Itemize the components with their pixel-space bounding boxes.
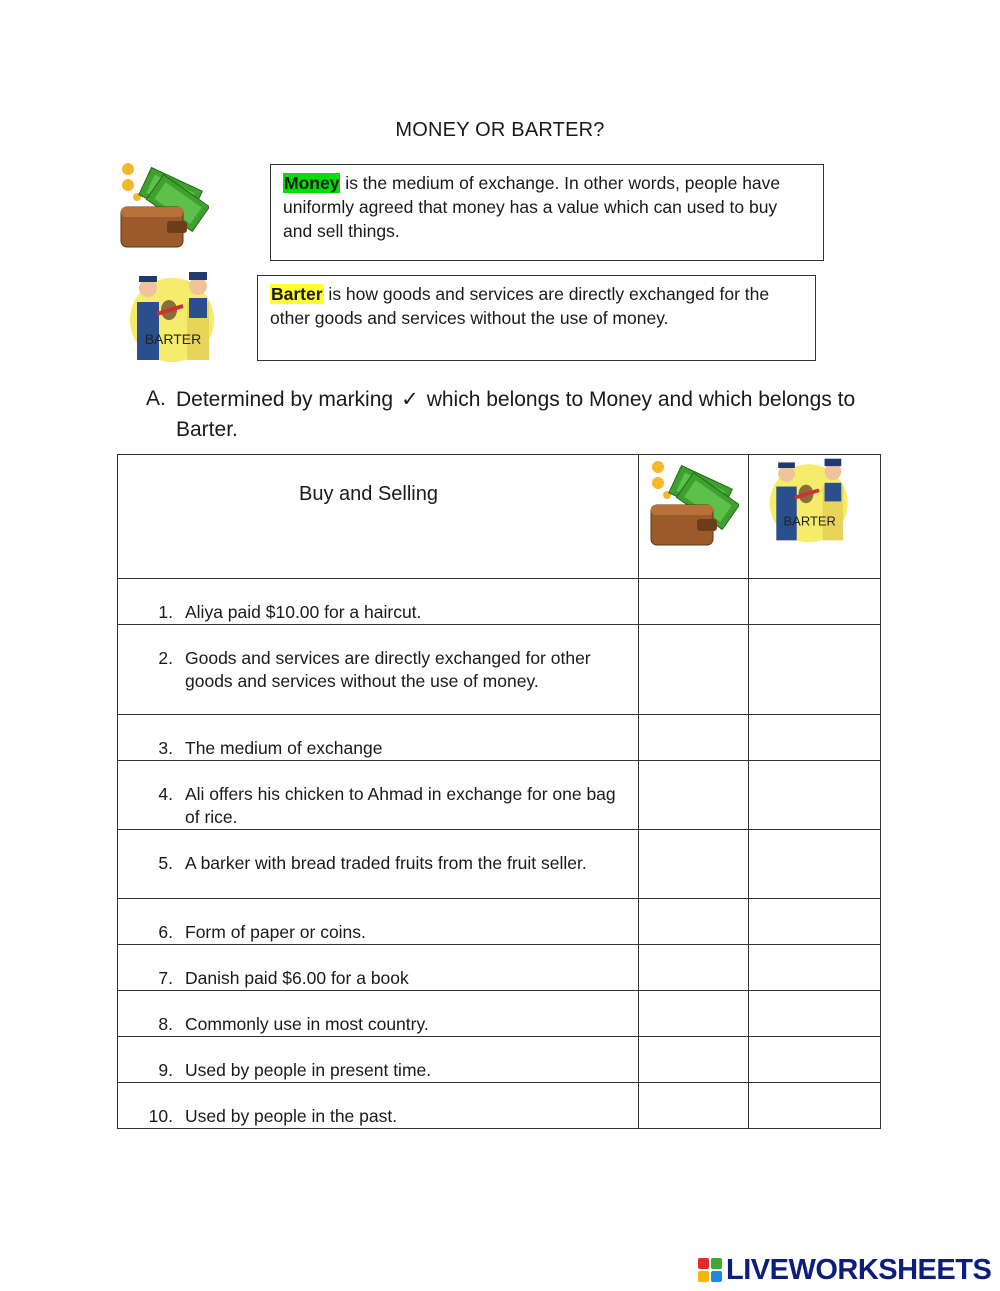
classification-table bbox=[117, 454, 881, 1129]
instruction-text bbox=[176, 384, 856, 445]
barter-answer-cell[interactable] bbox=[749, 1083, 881, 1129]
money-answer-cell[interactable] bbox=[639, 830, 749, 899]
barter-definition-text: is how goods and services are directly exchanged for the other goods and services without the use of money. bbox=[270, 284, 770, 328]
money-term: Money bbox=[284, 173, 340, 193]
checkmark-icon: ✓ bbox=[401, 387, 419, 411]
table-row bbox=[118, 625, 881, 715]
barter-image bbox=[117, 268, 221, 365]
table-row bbox=[118, 1037, 881, 1083]
wallet-money-image bbox=[117, 157, 209, 253]
barter-definition-box bbox=[257, 275, 816, 361]
barter-term: Barter bbox=[271, 284, 323, 304]
barter-icon bbox=[757, 455, 855, 545]
money-answer-cell[interactable] bbox=[639, 899, 749, 945]
question-cell: 10. Used by people in the past. bbox=[118, 1083, 639, 1129]
logo-squares-icon bbox=[698, 1258, 722, 1282]
question-cell: 1. Aliya paid $10.00 for a haircut. bbox=[118, 579, 639, 625]
instruction-after: which belongs to Money and which belongs to Barter. bbox=[176, 388, 856, 441]
money-definition-text: is the medium of exchange. In other words, people have uniformly agreed that money has a value which can used to buy and sell things. bbox=[283, 173, 781, 241]
table-row bbox=[118, 1083, 881, 1129]
logo-text: LIVEWORKSHEETS bbox=[726, 1253, 992, 1286]
question-cell: 5. A barker with bread traded fruits from the fruit seller. bbox=[118, 830, 639, 899]
barter-icon-label: BARTER bbox=[783, 513, 836, 529]
barter-answer-cell[interactable] bbox=[749, 830, 881, 899]
barter-answer-cell[interactable] bbox=[749, 945, 881, 991]
instruction-before: Determined by marking bbox=[176, 388, 394, 411]
barter-answer-cell[interactable] bbox=[749, 579, 881, 625]
question-cell: 3. The medium of exchange bbox=[118, 715, 639, 761]
barter-answer-cell[interactable] bbox=[749, 991, 881, 1037]
barter-column-header bbox=[749, 455, 881, 579]
barter-image-label: BARTER bbox=[144, 331, 202, 347]
question-cell: 6. Form of paper or coins. bbox=[118, 899, 639, 945]
table-row bbox=[118, 715, 881, 761]
money-answer-cell[interactable] bbox=[639, 1037, 749, 1083]
table-row bbox=[118, 761, 881, 830]
money-answer-cell[interactable] bbox=[639, 625, 749, 715]
barter-answer-cell[interactable] bbox=[749, 625, 881, 715]
money-answer-cell[interactable] bbox=[639, 715, 749, 761]
question-cell: 8. Commonly use in most country. bbox=[118, 991, 639, 1037]
question-cell: 7. Danish paid $6.00 for a book bbox=[118, 945, 639, 991]
money-answer-cell[interactable] bbox=[639, 991, 749, 1037]
page-title: MONEY OR BARTER? bbox=[395, 119, 605, 141]
barter-answer-cell[interactable] bbox=[749, 715, 881, 761]
table-header-label: Buy and Selling bbox=[118, 455, 639, 579]
question-cell: 9. Used by people in present time. bbox=[118, 1037, 639, 1083]
liveworksheets-logo bbox=[698, 1254, 991, 1286]
money-answer-cell[interactable] bbox=[639, 945, 749, 991]
table-header-row bbox=[118, 455, 881, 579]
money-answer-cell[interactable] bbox=[639, 1083, 749, 1129]
question-cell: 2. Goods and services are directly exchanged for other goods and services without the use of money. bbox=[118, 625, 639, 715]
barter-answer-cell[interactable] bbox=[749, 1037, 881, 1083]
table-row bbox=[118, 830, 881, 899]
table-row bbox=[118, 579, 881, 625]
table-row bbox=[118, 899, 881, 945]
barter-answer-cell[interactable] bbox=[749, 761, 881, 830]
money-answer-cell[interactable] bbox=[639, 761, 749, 830]
instruction-letter: A. bbox=[146, 387, 166, 410]
money-column-header bbox=[639, 455, 749, 579]
money-definition-box bbox=[270, 164, 824, 261]
barter-answer-cell[interactable] bbox=[749, 899, 881, 945]
money-answer-cell[interactable] bbox=[639, 579, 749, 625]
wallet-money-icon bbox=[647, 455, 739, 551]
question-cell: 4. Ali offers his chicken to Ahmad in exchange for one bag of rice. bbox=[118, 761, 639, 830]
table-row bbox=[118, 945, 881, 991]
table-row bbox=[118, 991, 881, 1037]
